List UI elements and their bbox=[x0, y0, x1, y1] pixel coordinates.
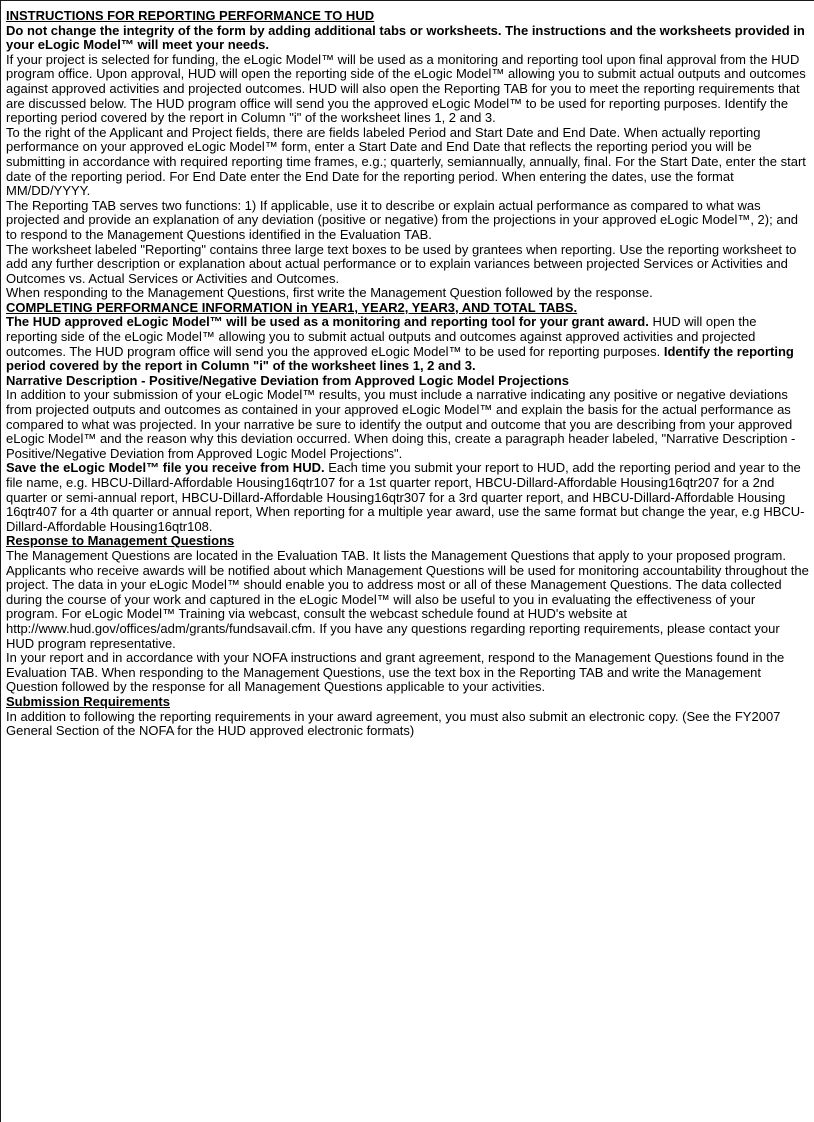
body-text: If your project is selected for funding, the eLogic Model™ will be used as a monitoring and reporting tool upon final approval from the HUD program office. Upon approval, HUD will open the reporting side of the eLogic Model™ allowing you to submit actual outputs and outcomes against approved activities and projected outcomes. HUD will also open the Reporting TAB for you to meet the reporting requirements that are discussed below. The HUD program office will send you the approved eLogic Model™ to be used for reporting purposes. Identify the reporting period covered by the report in Column "i" of the worksheet lines 1, 2 and 3. bbox=[6, 51, 806, 126]
narrative-description-paragraph bbox=[6, 388, 809, 461]
body-text: In your report and in accordance with your NOFA instructions and grant agreement, respond to the Management Questions found in the Evaluation TAB. When responding to the Management Questions, use the text box in the Reporting TAB and write the Management Question followed by the response for all Management Questions applicable to your activities. bbox=[6, 650, 785, 695]
response-management-questions-heading bbox=[6, 534, 809, 549]
nofa-report-paragraph bbox=[6, 651, 809, 695]
narrative-description-heading bbox=[6, 374, 809, 389]
body-text: When responding to the Management Questions, first write the Management Question followed by the response. bbox=[6, 285, 653, 301]
funding-selection-paragraph bbox=[6, 53, 809, 126]
heading-text: Submission Requirements bbox=[6, 693, 170, 709]
heading-text: COMPLETING PERFORMANCE INFORMATION in YEAR1, YEAR2, YEAR3, AND TOTAL TABS. bbox=[6, 299, 578, 315]
doc-title-heading bbox=[6, 9, 809, 24]
management-questions-response-note bbox=[6, 286, 809, 301]
submission-requirements-heading bbox=[6, 695, 809, 710]
completing-performance-paragraph bbox=[6, 315, 809, 373]
body-text: The Management Questions are located in the Evaluation TAB. It lists the Management Questions that apply to your proposed program. Applicants who receive awards will be notified about which Management Questions will be used for monitoring accountability throughout the project. The data in your eLogic Model™ should enable you to address most or all of these Management Questions. The data collected during the course of your work and captured in the eLogic Model™ will also be useful to you in evaluating the effectiveness of your program. For eLogic Model™ Training via webcast, consult the webcast schedule found at HUD's website at http://www.hud.gov/offices/adm/grants/fundsavail.cfm. If you have any questions regarding reporting requirements, please contact your HUD program representative. bbox=[6, 547, 809, 651]
body-text: In addition to your submission of your eLogic Model™ results, you must include a narrative indicating any positive or negative deviations from projected outputs and outcomes as contained in your approved eLogic Model™ and explain the basis for the actual performance as compared to what was projected. In your narrative be sure to identify the output and outcome that you are describing from your approved eLogic Model™ and the reason why this deviation occurred. When doing this, create a paragraph header labeled, "Narrative Description - Positive/Negative Deviation from Approved Logic Model Projections". bbox=[6, 387, 796, 461]
bold-text: The HUD approved eLogic Model™ will be used as a monitoring and reporting tool for your grant award. bbox=[6, 314, 653, 330]
bold-text: Narrative Description - Positive/Negative Deviation from Approved Logic Model Projections bbox=[6, 372, 569, 388]
period-dates-paragraph bbox=[6, 126, 809, 199]
integrity-warning-paragraph bbox=[6, 24, 809, 53]
reporting-worksheet-paragraph bbox=[6, 243, 809, 287]
bold-text: Save the eLogic Model™ file you receive from HUD. bbox=[6, 460, 329, 476]
electronic-copy-paragraph bbox=[6, 710, 809, 739]
body-text: The worksheet labeled "Reporting" contains three large text boxes to be used by grantees when reporting. Use the reporting worksheet to add any further description or explanation about actual performance or to explain variances between projected Services or Activities and Outcomes vs. Actual Services or Activities and Outcomes. bbox=[6, 241, 797, 286]
body-text: To the right of the Applicant and Project fields, there are fields labeled Period and Start Date and End Date. When actually reporting performance on your approved eLogic Model™ form, enter a Start Date and End Date that reflects the reporting period you will be submitting in accordance with required reporting time frames, e.g.; quarterly, semiannually, annually, final. For the Start Date, enter the start date of the reporting period. For End Date enter the End Date for the reporting period. When entering the dates, use the format MM/DD/YYYY. bbox=[6, 124, 806, 199]
bold-text: Identify the reporting period covered by the report in Column "i" of the worksheet lines 1, 2 and 3. bbox=[6, 343, 794, 374]
reporting-tab-functions-paragraph bbox=[6, 199, 809, 243]
bold-text: Do not change the integrity of the form by adding additional tabs or worksheets. The instructions and the worksheets provided in your eLogic Model™ will meet your needs. bbox=[6, 22, 805, 53]
heading-text: INSTRUCTIONS FOR REPORTING PERFORMANCE TO HUD bbox=[6, 8, 375, 23]
management-questions-location-paragraph bbox=[6, 549, 809, 651]
body-text: HUD will open the reporting side of the eLogic Model™ allowing you to submit actual outputs and outcomes against approved activities and projected outcomes. The HUD program office will send you the approved eLogic Model™ to be used for reporting purposes. bbox=[6, 314, 757, 359]
body-text: In addition to following the reporting requirements in your award agreement, you must also submit an electronic copy. (See the FY2007 General Section of the NOFA for the HUD approved electronic formats) bbox=[6, 708, 781, 739]
body-text: Each time you submit your report to HUD, add the reporting period and year to the file name, e.g. HBCU-Dillard-Affordable Housing16qtr107 for a 1st quarter report, HBCU-Dillard-Affordable Housing16qtr207 for a 2nd quarter or semi-annual report, HBCU-Dillard-Affordable Housing16qtr307 for a 3rd quarter report, and HBCU-Dillard-Affordable Housing 16qtr407 for a 4th quarter or annual report, When reporting for a multiple year award, use the same format but change the year, e.g HBCU-Dillard-Affordable Housing16qtr108. bbox=[6, 460, 805, 534]
completing-performance-heading bbox=[6, 301, 809, 316]
heading-text: Response to Management Questions bbox=[6, 533, 235, 549]
save-file-paragraph bbox=[6, 461, 809, 534]
body-text: The Reporting TAB serves two functions: 1) If applicable, use it to describe or explain actual performance as compared to what was projected and provide an explanation of any deviation (positive or negative) from the projections in your approved eLogic Model™, 2); and to respond to the Management Questions identified in the Evaluation TAB. bbox=[6, 197, 799, 242]
document-body bbox=[6, 9, 809, 739]
